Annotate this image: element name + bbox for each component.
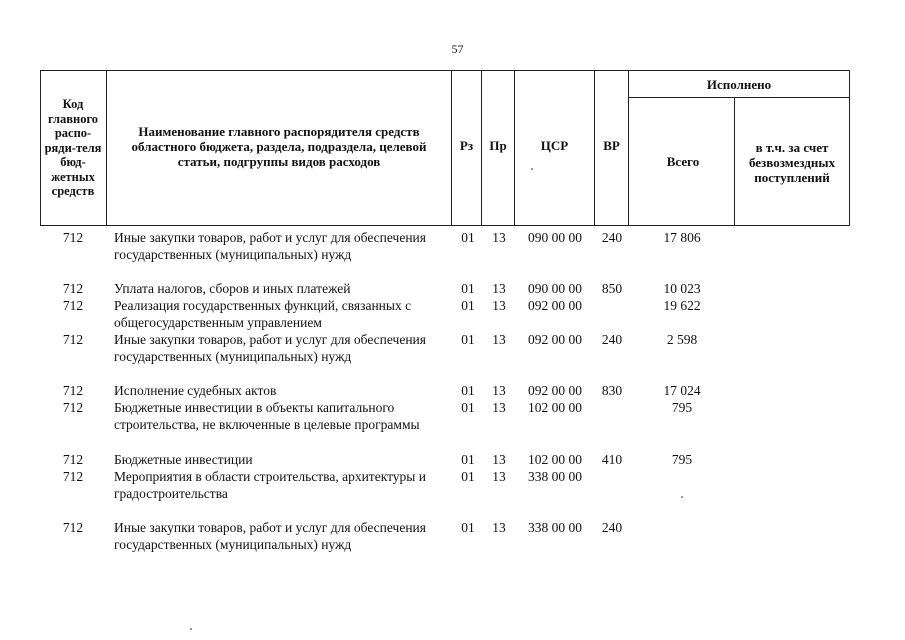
row-name: Бюджетные инвестиции в объекты капитального строительства, не включенные в целевые программы [114,400,420,432]
row-vsego: 795 [671,400,693,415]
row-kod: 712 [62,383,84,398]
row-vr: 850 [601,281,623,296]
header-naimenovanie: Наименование главного распорядителя средств областного бюджета, раздела, подраздела, целевой статьи, подгруппы видов расходов [131,123,427,169]
page-number: 57 [451,42,464,56]
row-csr: 092 00 00 [528,298,582,313]
row-kod: 712 [62,400,84,415]
row-name: Иные закупки товаров, работ и услуг для обеспечения государственных (муниципальных) нужд [114,332,426,364]
row-csr: 338 00 00 [528,520,582,535]
row-kod: 712 [62,281,84,296]
header-pr: Пр [489,137,507,153]
row-vr: 240 [601,520,623,535]
row-vsego: 795 [671,452,693,467]
row-pr: 13 [492,400,506,415]
row-kod: 712 [62,520,84,535]
row-vr: 240 [601,230,623,245]
row-vsego: 17 806 [663,230,701,245]
row-name: Бюджетные инвестиции [114,452,253,467]
row-csr: 090 00 00 [528,230,582,245]
row-rz: 01 [461,400,475,415]
scan-speck [681,496,683,498]
row-kod: 712 [62,298,84,313]
row-vsego: 17 024 [663,383,701,398]
header-kod: Код главного распо-ряди-теля бюд-жетных средств [44,96,102,199]
header-vsego: Всего [666,153,700,169]
row-pr: 13 [492,298,506,313]
row-csr: 102 00 00 [528,400,582,415]
header-bezvozmezdnye: в т.ч. за счет безвозмездных поступлений [748,139,836,185]
row-name: Реализация государственных функций, связанных с общегосударственным управлением [114,298,412,330]
row-rz: 01 [461,230,475,245]
row-pr: 13 [492,452,506,467]
row-name: Исполнение судебных актов [114,383,277,398]
scan-speck [531,168,533,170]
row-rz: 01 [461,520,475,535]
row-pr: 13 [492,520,506,535]
row-rz: 01 [461,298,475,313]
row-pr: 13 [492,230,506,245]
row-pr: 13 [492,281,506,296]
scan-speck [190,628,192,630]
row-kod: 712 [62,230,84,245]
row-vsego: 19 622 [663,298,701,313]
row-vr: 410 [601,452,623,467]
row-vsego: 10 023 [663,281,701,296]
row-rz: 01 [461,281,475,296]
header-ispolneno: Исполнено [706,77,772,92]
row-csr: 338 00 00 [528,469,582,484]
row-kod: 712 [62,452,84,467]
row-kod: 712 [62,469,84,484]
row-name: Уплата налогов, сборов и иных платежей [114,281,351,296]
row-rz: 01 [461,469,475,484]
row-csr: 092 00 00 [528,332,582,347]
row-pr: 13 [492,332,506,347]
row-kod: 712 [62,332,84,347]
row-vr: 830 [601,383,623,398]
row-pr: 13 [492,383,506,398]
row-vr: 240 [601,332,623,347]
row-csr: 092 00 00 [528,383,582,398]
table-header [40,70,850,226]
row-csr: 102 00 00 [528,452,582,467]
row-name: Мероприятия в области строительства, архитектуры и градостроительства [114,469,426,501]
header-csr: ЦСР [540,137,569,153]
row-rz: 01 [461,452,475,467]
row-pr: 13 [492,469,506,484]
row-csr: 090 00 00 [528,281,582,296]
row-rz: 01 [461,332,475,347]
header-vr: ВР [603,137,620,153]
row-vsego: 2 598 [666,332,698,347]
row-rz: 01 [461,383,475,398]
row-name: Иные закупки товаров, работ и услуг для обеспечения государственных (муниципальных) нужд [114,520,426,552]
row-name: Иные закупки товаров, работ и услуг для обеспечения государственных (муниципальных) нужд [114,230,426,262]
header-rz: Рз [459,137,474,153]
